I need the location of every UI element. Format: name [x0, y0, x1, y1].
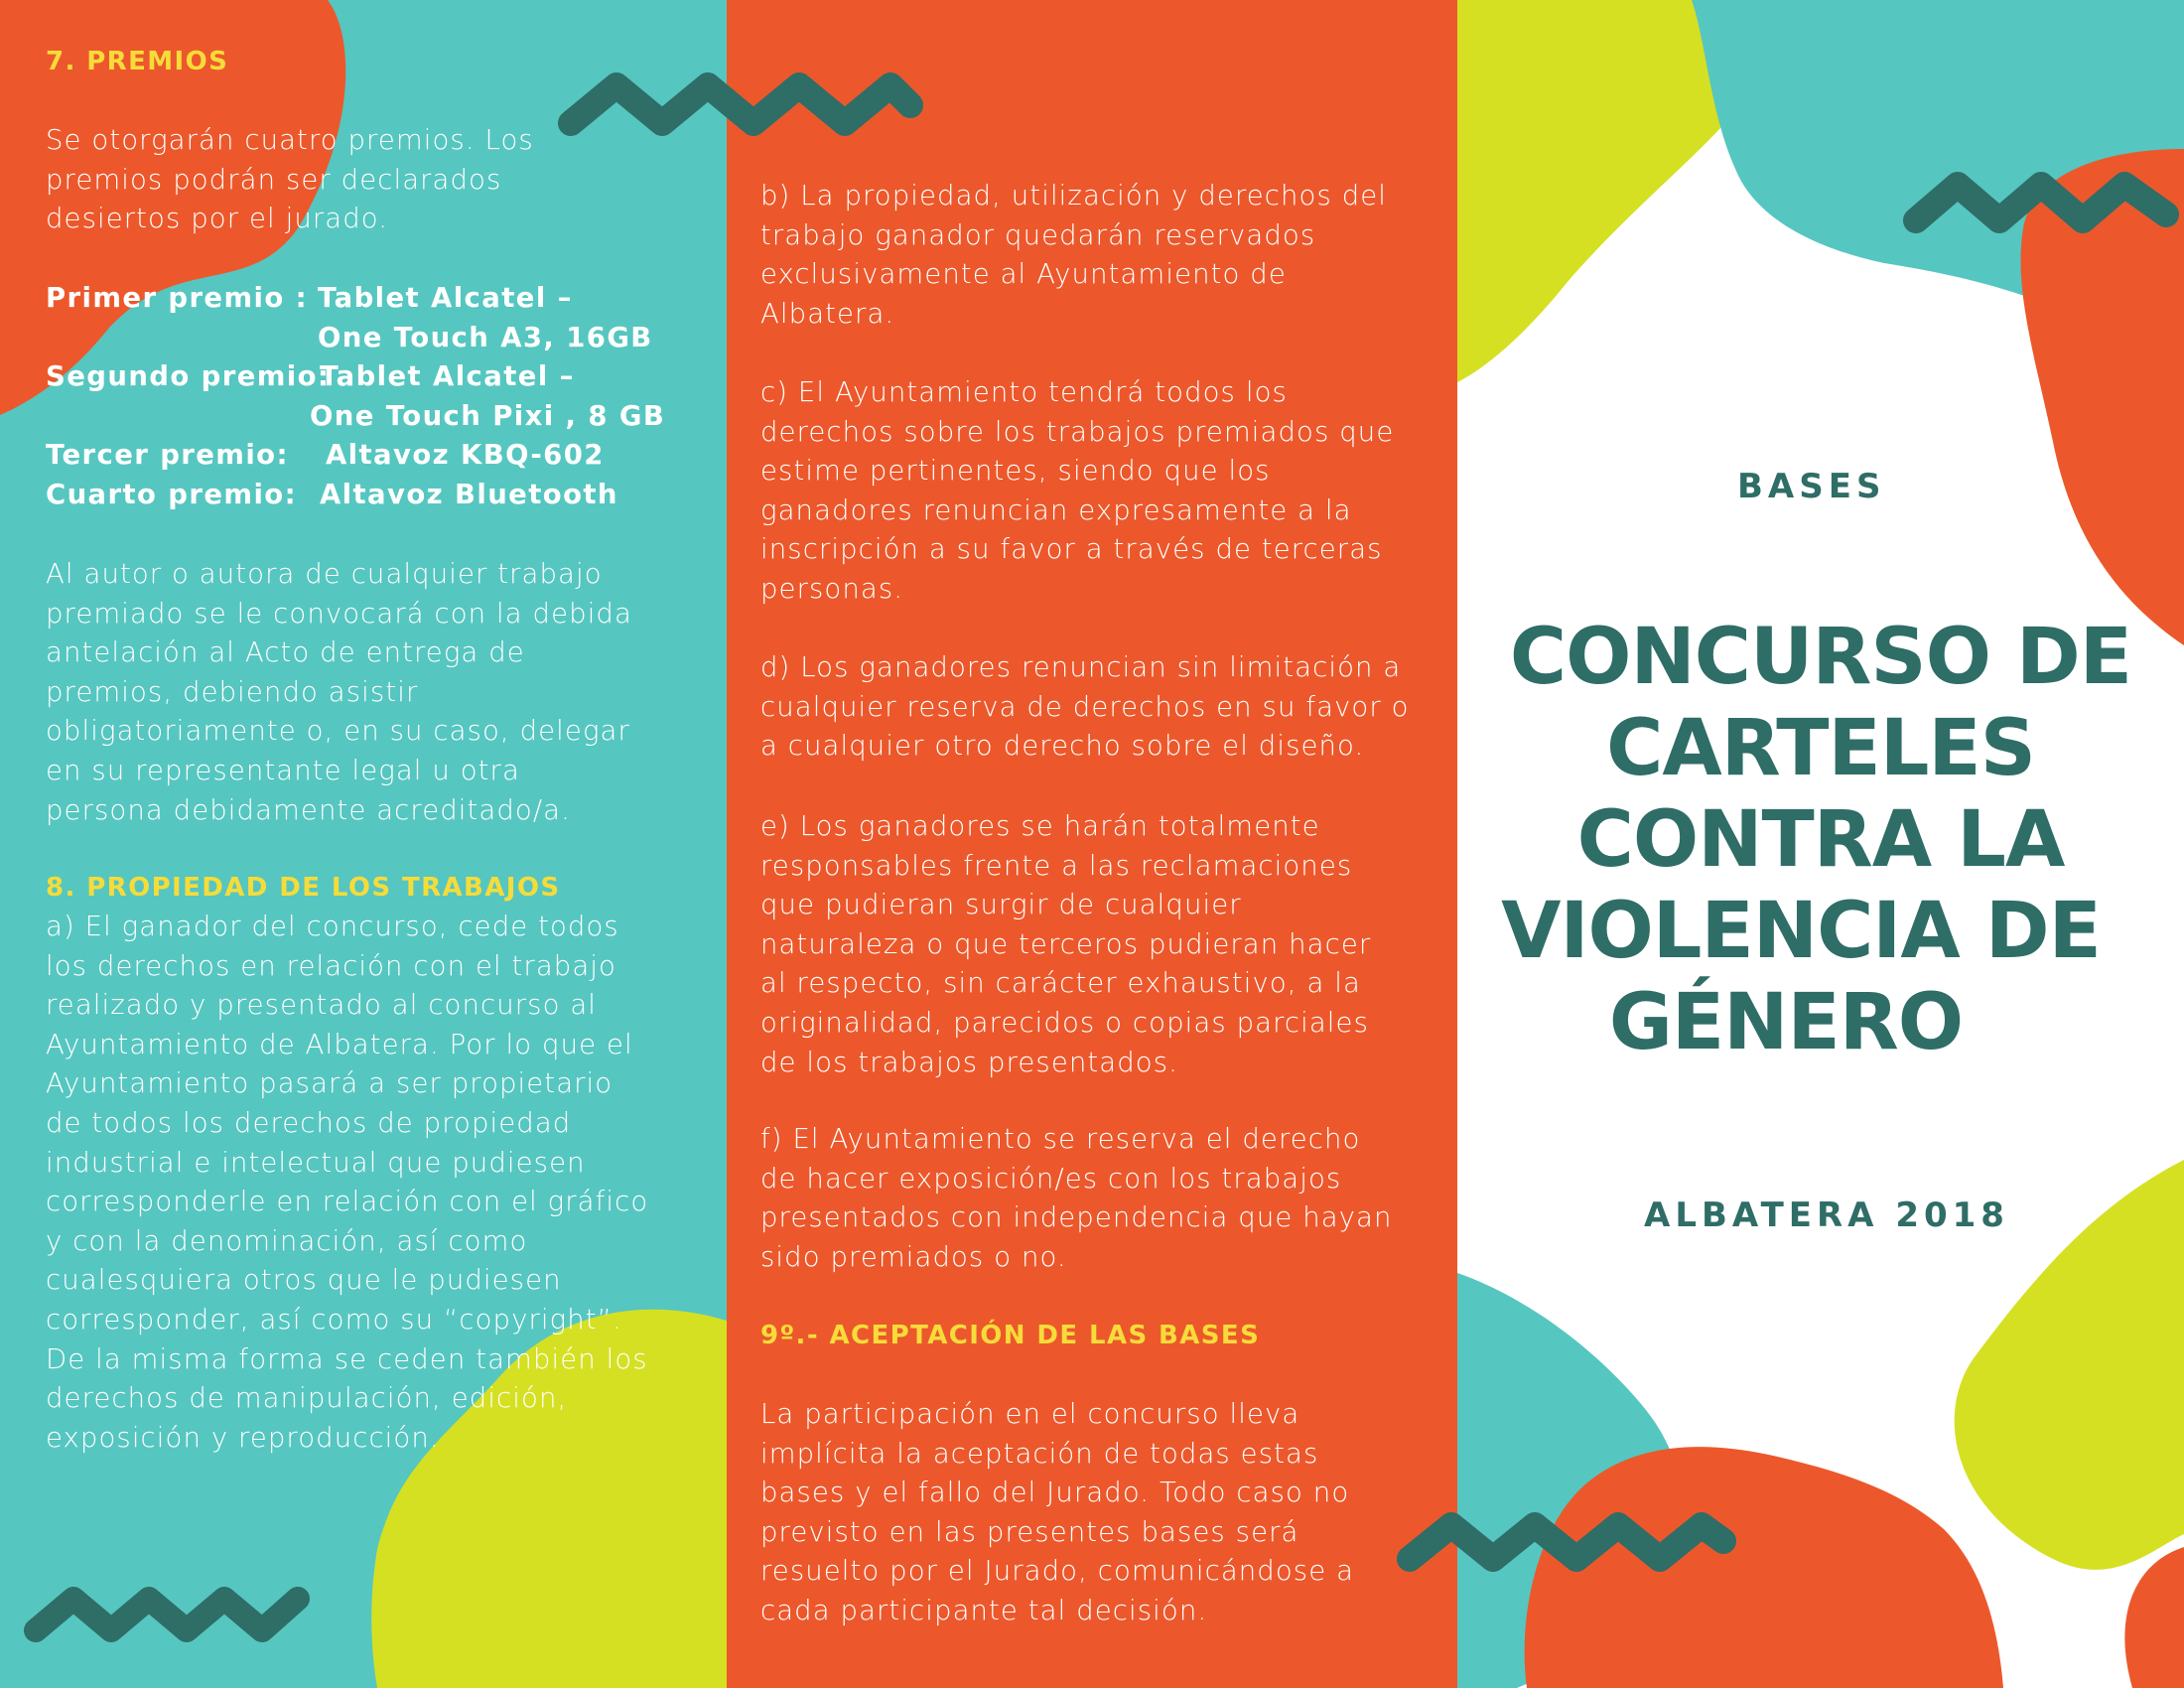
propiedad-d-text: d) Los ganadores renuncian sin limitación a cualquier reserva de derechos en su favor o a cualquier otro derecho sobre el diseño.	[760, 651, 1410, 763]
zigzag-top-right-icon	[1896, 159, 2184, 248]
main-title	[1457, 612, 2184, 1068]
orange-blob-bottom-corner-shape	[2124, 1547, 2184, 1688]
bases-label: BASES	[1737, 467, 1886, 506]
middle-panel	[727, 0, 1457, 1688]
propiedad-heading: 8. PROPIEDAD DE LOS TRABAJOS	[46, 873, 561, 903]
main-title-line-3: CONTRA LA	[1576, 795, 2065, 885]
main-title-line-1: CONCURSO DE	[1509, 613, 2132, 702]
aceptacion-heading: 9º.- ACEPTACIÓN DE LAS BASES	[760, 1321, 1261, 1350]
prize-first-value-2: One Touch A3, 16GB	[318, 322, 653, 353]
zigzag-bottom-middle-icon	[1388, 1501, 1745, 1591]
prize-fourth-label: Cuarto premio:	[46, 479, 297, 510]
prize-second-label: Segundo premio:	[46, 360, 331, 392]
prize-first-label: Primer premio :	[46, 282, 309, 314]
premios-details-text: Al autor o autora de cualquier trabajo premiado se le convocará con la debida antelación al Acto de entrega de premios, debiendo asistir obligatoriamente o, en su caso, delegar en su representante legal u otra persona debidamente acreditado/a.	[46, 558, 632, 826]
prize-fourth-value: Altavoz Bluetooth	[320, 479, 618, 510]
prize-first-value-1: Tablet Alcatel –	[318, 282, 573, 314]
zigzag-bottom-left-icon	[22, 1579, 320, 1648]
prize-second-value-1: Tablet Alcatel –	[320, 360, 575, 392]
propiedad-e-text: e) Los ganadores se harán totalmente responsables frente a las reclamaciones que pudieran surgir de cualquier naturaleza o que terceros pudieran hacer al respecto, sin carácter exhaustivo, a la originalidad, parecidos o copias parciales de los trabajos presentados.	[760, 810, 1372, 1078]
zigzag-top-middle-icon	[551, 62, 928, 151]
propiedad-a-text: a) El ganador del concurso, cede todos los derechos en relación con el trabajo realizado y presentado al concurso al Ayuntamiento de Albatera. Por lo que el Ayuntamiento pasará a ser propietario de todos los derechos de propiedad industrial e intelectual que pudiesen corresponderle en relación con el gráfico y con la denominación, así como cualesquiera otros que le pudiesen corresponder, así como su “copyright”. De la misma forma se ceden también los derechos de manipulación, edición, exposición y reproducción.	[46, 911, 649, 1454]
aceptacion-text: La participación en el concurso lleva implícita la aceptación de todas estas bases y el fallo del Jurado. Todo caso no previsto en las presentes bases será resuelto por el Jurado, comunicándose a cada participante tal decisión.	[760, 1398, 1355, 1626]
left-panel	[0, 0, 727, 1688]
propiedad-f-text: f) El Ayuntamiento se reserva el derecho de hacer exposición/es con los trabajos presentados con independencia que hayan sido premiados o no.	[760, 1123, 1393, 1273]
propiedad-c-text: c) El Ayuntamiento tendrá todos los derechos sobre los trabajos premiados que estime pertinentes, siendo que los ganadores renuncian expresamente a la inscripción a su favor a través de terceras personas.	[760, 376, 1395, 605]
propiedad-b-text: b) La propiedad, utilización y derechos del trabajo ganador quedarán reservados exclusivamente al Ayuntamiento de Albatera.	[760, 180, 1388, 330]
main-title-line-5: GÉNERO	[1608, 978, 1964, 1067]
main-title-line-4: VIOLENCIA DE	[1501, 887, 2101, 976]
prize-second-value-2: One Touch Pixi , 8 GB	[310, 400, 666, 432]
location-year-label: ALBATERA 2018	[1644, 1196, 2009, 1235]
prize-third-label: Tercer premio:	[46, 439, 289, 471]
premios-intro-text: Se otorgarán cuatro premios. Los premios podrán ser declarados desiertos por el jurado.	[46, 124, 534, 235]
premios-heading: 7. PREMIOS	[46, 47, 229, 76]
prize-third-value: Altavoz KBQ-602	[326, 439, 605, 471]
main-title-line-2: CARTELES	[1606, 704, 2035, 793]
